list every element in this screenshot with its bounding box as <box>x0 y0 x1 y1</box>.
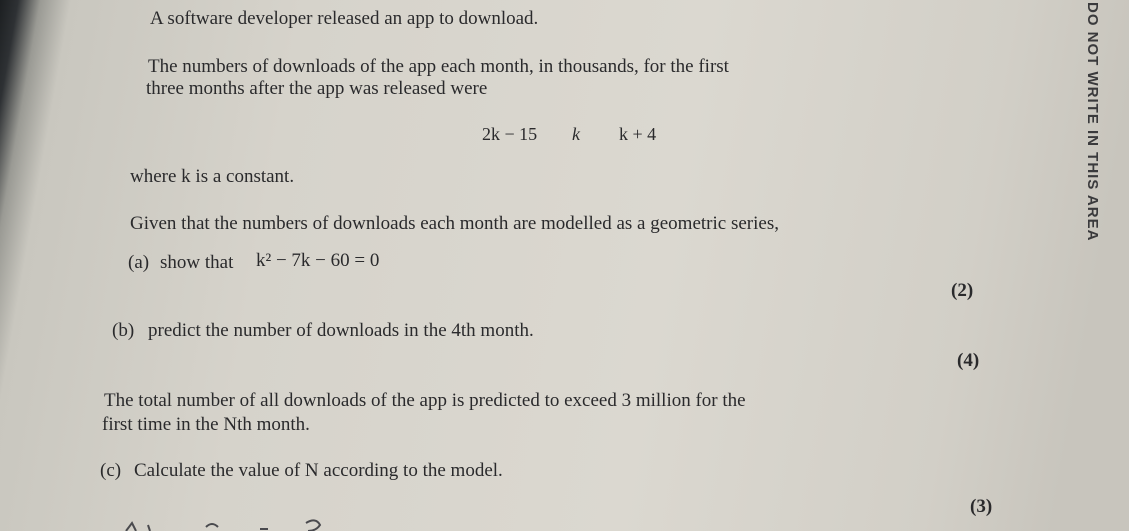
total-statement-line-1: The total number of all downloads of the app is predicted to exceed 3 million for the <box>104 390 746 411</box>
part-b-label: (b) <box>112 320 135 341</box>
margin-warning <box>1072 0 1112 280</box>
margin-warning-text: DO NOT WRITE IN THIS AREA <box>1084 2 1101 242</box>
total-statement-line-2: first time in the Nth month. <box>102 414 310 435</box>
part-c-text: Calculate the value of N according to the model. <box>134 460 503 481</box>
term-1: 2k − 15 <box>482 124 538 144</box>
handwriting-scribble <box>110 505 330 531</box>
given-statement: Given that the numbers of downloads each month are modelled as a geometric series, <box>130 213 779 234</box>
intro-text: A software developer released an app to download. <box>150 8 539 29</box>
context-line-1: The numbers of downloads of the app each month, in thousands, for the first <box>148 56 729 77</box>
part-b-marks: (4) <box>957 350 980 371</box>
part-a-label: (a) <box>128 252 150 273</box>
part-a-equation: k² − 7k − 60 = 0 <box>256 250 380 271</box>
term-3: k + 4 <box>619 124 657 144</box>
term-2: k <box>572 124 580 144</box>
part-a-marks: (2) <box>951 280 974 301</box>
constant-note: where k is a constant. <box>130 166 295 187</box>
part-b-text: predict the number of downloads in the 4th month. <box>148 320 534 341</box>
part-a-text: show that <box>160 252 234 273</box>
part-c-marks: (3) <box>970 496 993 517</box>
context-line-2: three months after the app was released were <box>146 78 488 99</box>
part-c-label: (c) <box>100 460 122 481</box>
